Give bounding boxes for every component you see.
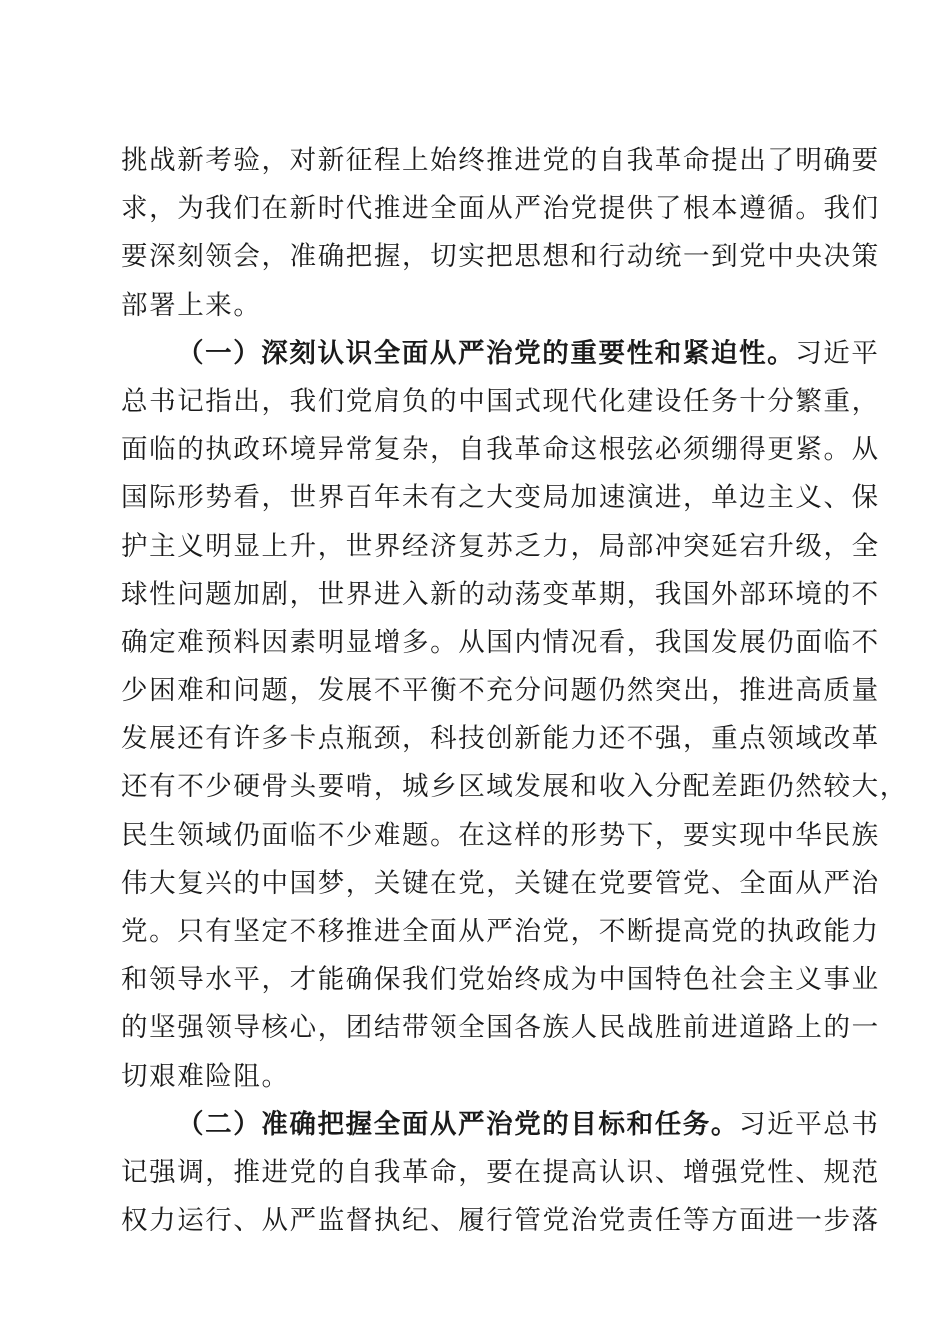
text-line: 民生领域仍面临不少难题。在这样的形势下，要实现中华民族 — [121, 819, 880, 851]
text-line: 权力运行、从严监督执纪、履行管党治党责任等方面进一步落 — [121, 1205, 880, 1237]
text-line: 部署上来。 — [121, 289, 262, 321]
text-line: 党。只有坚定不移推进全面从严治党，不断提高党的执政能力 — [121, 916, 880, 947]
text-line: 发展还有许多卡点瓶颈，科技创新能力还不强，重点领域改革 — [121, 723, 880, 755]
section-heading-2: （二）准确把握全面从严治党的目标和任务。 — [177, 1108, 739, 1140]
text-line: 球性问题加剧，世界进入新的动荡变革期，我国外部环境的不 — [121, 578, 880, 610]
text-line: 的坚强领导核心，团结带领全国各族人民战胜前进道路上的一 — [121, 1012, 880, 1044]
text-line: 和领导水平，才能确保我们党始终成为中国特色社会主义事业 — [121, 964, 880, 996]
body-text — [121, 137, 908, 1245]
text-line: 确定难预料因素明显增多。从国内情况看，我国发展仍面临不 — [121, 626, 880, 658]
text-line: 伟大复兴的中国梦，关键在党，关键在党要管党、全面从严治 — [121, 867, 880, 899]
text-line: 挑战新考验，对新征程上始终推进党的自我革命提出了明确要 — [121, 145, 880, 176]
text-line: 求，为我们在新时代推进全面从严治党提供了根本遵循。我们 — [121, 193, 880, 225]
text-run: 习近平总书 — [739, 1108, 880, 1140]
text-line: 面临的执政环境异常复杂，自我革命这根弦必须绷得更紧。从 — [121, 434, 880, 466]
text-line: 少困难和问题，发展不平衡不充分问题仍然突出，推进高质量 — [121, 675, 880, 707]
section-heading-line — [121, 330, 880, 378]
text-line: 记强调，推进党的自我革命，要在提高认识、增强党性、规范 — [121, 1156, 880, 1188]
text-line: 护主义明显上升，世界经济复苏乏力，局部冲突延宕升级，全 — [121, 530, 880, 562]
text-line: 总书记指出，我们党肩负的中国式现代化建设任务十分繁重， — [121, 385, 880, 417]
text-line: 国际形势看，世界百年未有之大变局加速演进，单边主义、保 — [121, 482, 880, 514]
text-run: 习近平 — [795, 337, 880, 369]
text-line: 要深刻领会，准确把握，切实把思想和行动统一到党中央决策 — [121, 241, 880, 273]
text-line: 还有不少硬骨头要啃，城乡区域发展和收入分配差距仍然较大， — [121, 771, 908, 803]
section-heading-line — [121, 1101, 880, 1149]
text-line: 切艰难险阻。 — [121, 1060, 290, 1092]
section-heading-1: （一）深刻认识全面从严治党的重要性和紧迫性。 — [177, 337, 796, 369]
